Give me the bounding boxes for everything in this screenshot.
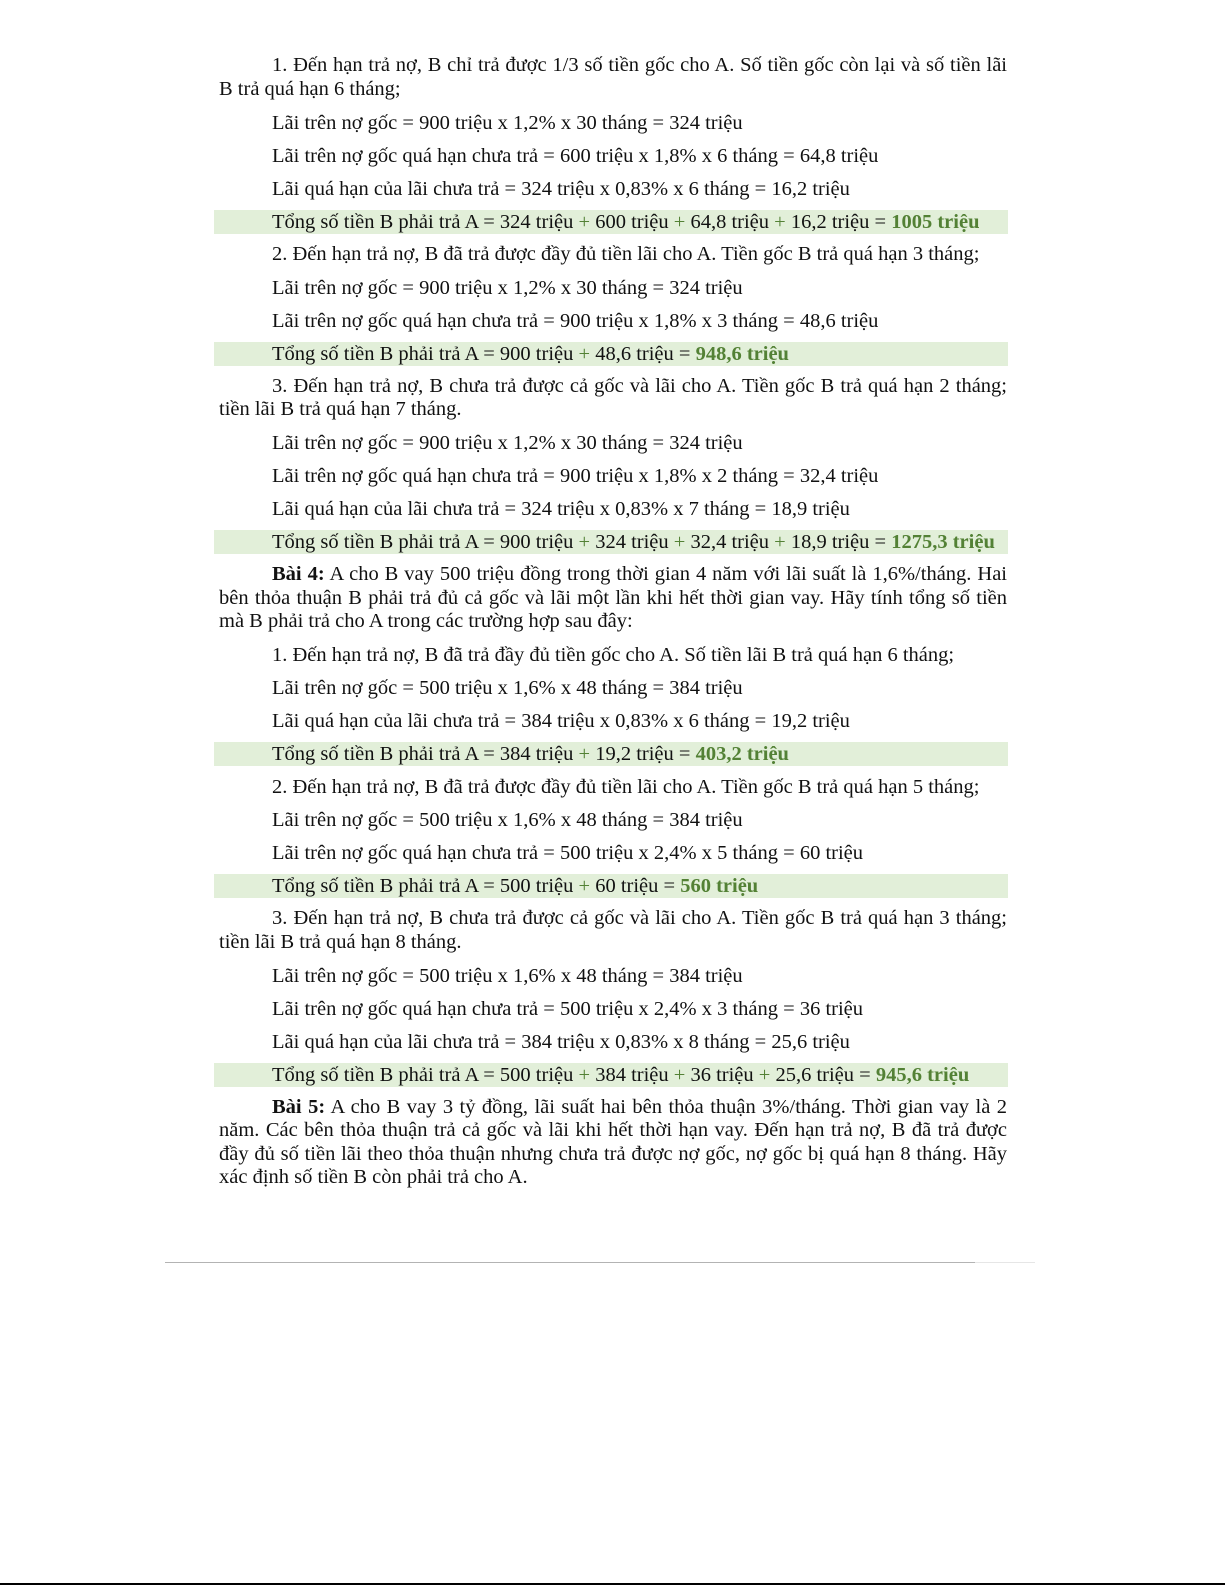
total-lead-text: Tổng số tiền B phải trả A = 324 triệu (272, 210, 579, 233)
plus-sign: + (673, 531, 686, 553)
calculation-line: Lãi trên nợ gốc = 500 triệu x 1,6% x 48 tháng = 384 triệu (272, 964, 743, 987)
plus-sign: + (578, 531, 591, 553)
total-line (214, 342, 1008, 366)
plus-sign: + (578, 342, 591, 365)
total-result: 560 triệu (680, 875, 759, 897)
plus-sign: + (673, 210, 686, 233)
total-line (214, 742, 1008, 766)
total-result: 1005 triệu (891, 210, 980, 233)
exercise-text: A cho B vay 500 triệu đồng trong thời gian 4 năm với lãi suất là 1,6%/tháng. Hai bên thỏa thuận B phải trả đủ cả gốc và lãi một lần khi hết thời gian vay. Hãy tính tổng số tiền mà B phải trả cho A trong các trường hợp sau đây: (219, 563, 1007, 632)
footer-divider-tail (975, 1262, 1035, 1263)
document-page (219, 54, 1007, 1199)
total-lead-text: Tổng số tiền B phải trả A = 384 triệu (272, 743, 579, 765)
calculation-line: Lãi quá hạn của lãi chưa trả = 324 triệu x 0,83% x 7 tháng = 18,9 triệu (272, 498, 850, 520)
total-lead-text: Tổng số tiền B phải trả A = 900 triệu (272, 342, 579, 365)
calculation-line: Lãi trên nợ gốc quá hạn chưa trả = 900 triệu x 1,8% x 2 tháng = 32,4 triệu (272, 465, 879, 487)
plus-sign: + (578, 875, 591, 897)
calculation-line: Lãi quá hạn của lãi chưa trả = 324 triệu x 0,83% x 6 tháng = 16,2 triệu (272, 177, 850, 200)
paragraph: 1. Đến hạn trả nợ, B chỉ trả được 1/3 số tiền gốc cho A. Số tiền gốc còn lại và số tiền lãi B trả quá hạn 6 tháng; (219, 54, 1007, 100)
paragraph: 2. Đến hạn trả nợ, B đã trả được đầy đủ tiền lãi cho A. Tiền gốc B trả quá hạn 3 tháng; (272, 242, 980, 265)
calculation-line: Lãi trên nợ gốc = 900 triệu x 1,2% x 30 tháng = 324 triệu (272, 111, 743, 134)
exercise-label: Bài 4: (272, 563, 325, 585)
paragraph: 3. Đến hạn trả nợ, B chưa trả được cả gốc và lãi cho A. Tiền gốc B trả quá hạn 2 tháng; tiền lãi B trả quá hạn 7 tháng. (219, 374, 1007, 420)
total-term-text: 600 triệu (590, 210, 674, 233)
total-lead-text: Tổng số tiền B phải trả A = 900 triệu (272, 531, 579, 553)
total-lead-text: Tổng số tiền B phải trả A = 500 triệu (272, 875, 579, 897)
total-line (214, 874, 1008, 898)
total-line (214, 1063, 1008, 1087)
total-result: 403,2 triệu (695, 743, 789, 765)
total-term-text: 19,2 triệu = (590, 743, 696, 765)
total-term-text: 25,6 triệu = (770, 1063, 876, 1086)
calculation-line: Lãi quá hạn của lãi chưa trả = 384 triệu x 0,83% x 8 tháng = 25,6 triệu (272, 1030, 850, 1053)
calculation-line: Lãi trên nợ gốc = 900 triệu x 1,2% x 30 tháng = 324 triệu (272, 276, 743, 299)
calculation-line: Lãi trên nợ gốc quá hạn chưa trả = 500 triệu x 2,4% x 5 tháng = 60 triệu (272, 842, 864, 864)
exercise-text: A cho B vay 3 tỷ đồng, lãi suất hai bên thỏa thuận 3%/tháng. Thời gian vay là 2 năm. Các bên thỏa thuận trả cả gốc và lãi khi hết thời hạn vay. Đến hạn trả nợ, B đã trả được đầy đủ số tiền lãi theo thỏa thuận nhưng chưa trả được nợ gốc, nợ gốc bị quá hạn 8 tháng. Hãy xác định số tiền B còn phải trả cho A. (219, 1095, 1008, 1188)
calculation-line: 1. Đến hạn trả nợ, B đã trả đầy đủ tiền gốc cho A. Số tiền lãi B trả quá hạn 6 tháng; (272, 644, 955, 666)
plus-sign: + (673, 1063, 686, 1086)
calculation-line: 2. Đến hạn trả nợ, B đã trả được đầy đủ tiền lãi cho A. Tiền gốc B trả quá hạn 5 tháng; (272, 776, 980, 798)
exercise-label: Bài 5: (272, 1095, 326, 1118)
total-result: 948,6 triệu (695, 342, 789, 365)
total-result: 945,6 triệu (875, 1063, 970, 1086)
calculation-line: Lãi quá hạn của lãi chưa trả = 384 triệu x 0,83% x 6 tháng = 19,2 triệu (272, 710, 850, 732)
total-term-text: 36 triệu (685, 1063, 759, 1086)
plus-sign: + (774, 531, 786, 553)
exercise-paragraph (219, 1096, 1007, 1190)
calculation-line: Lãi trên nợ gốc quá hạn chưa trả = 500 triệu x 2,4% x 3 tháng = 36 triệu (272, 997, 864, 1020)
total-term-text: 60 triệu = (590, 875, 681, 897)
plus-sign: + (758, 1063, 771, 1086)
paragraph: 3. Đến hạn trả nợ, B chưa trả được cả gốc và lãi cho A. Tiền gốc B trả quá hạn 3 tháng; tiền lãi B trả quá hạn 8 tháng. (219, 907, 1007, 953)
calculation-line: Lãi trên nợ gốc quá hạn chưa trả = 600 triệu x 1,8% x 6 tháng = 64,8 triệu (272, 144, 879, 167)
calculation-line: Lãi trên nợ gốc quá hạn chưa trả = 900 triệu x 1,8% x 3 tháng = 48,6 triệu (272, 309, 879, 332)
total-line (214, 210, 1008, 234)
total-term-text: 32,4 triệu (685, 531, 775, 553)
total-term-text: 18,9 triệu = (785, 531, 892, 553)
total-term-text: 324 triệu (590, 531, 674, 553)
total-term-text: 48,6 triệu = (590, 342, 696, 365)
plus-sign: + (774, 210, 786, 233)
footer-divider (165, 1262, 975, 1263)
total-term-text: 16,2 triệu = (785, 210, 892, 233)
calculation-line: Lãi trên nợ gốc = 500 triệu x 1,6% x 48 tháng = 384 triệu (272, 809, 743, 831)
calculation-line: Lãi trên nợ gốc = 900 triệu x 1,2% x 30 tháng = 324 triệu (272, 432, 743, 454)
total-term-text: 384 triệu (590, 1063, 674, 1086)
total-line (214, 530, 1008, 554)
plus-sign: + (578, 743, 591, 765)
plus-sign: + (578, 210, 591, 233)
calculation-line: Lãi trên nợ gốc = 500 triệu x 1,6% x 48 tháng = 384 triệu (272, 677, 743, 699)
plus-sign: + (578, 1063, 591, 1086)
exercise-paragraph (219, 563, 1007, 634)
total-term-text: 64,8 triệu (685, 210, 775, 233)
total-result: 1275,3 triệu (891, 531, 995, 553)
total-lead-text: Tổng số tiền B phải trả A = 500 triệu (272, 1063, 579, 1086)
